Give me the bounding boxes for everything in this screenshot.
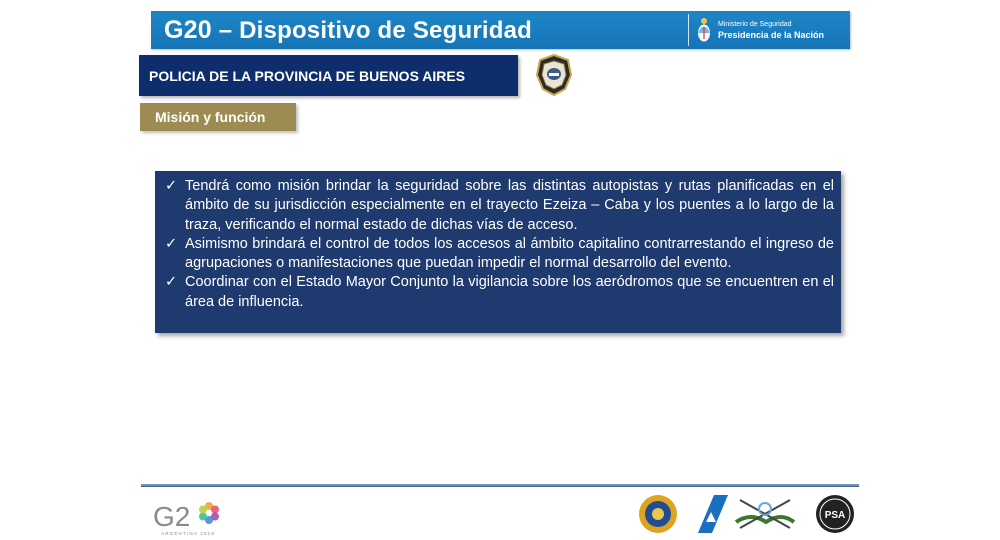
list-item <box>165 235 834 274</box>
security-forces-logos <box>636 492 856 536</box>
mission-content-box <box>155 171 841 333</box>
check-icon: ✓ <box>165 235 178 252</box>
g20-logo-caption: ARGENTINA 2018 <box>161 531 216 536</box>
page-title <box>164 16 532 45</box>
bullet-text: Coordinar con el Estado Mayor Conjunto la vigilancia sobre los aeródromos que se encuentren en el área de influencia. <box>185 274 834 310</box>
ministry-name: Ministerio de Seguridad <box>718 21 792 28</box>
mission-list <box>155 171 841 312</box>
prefectura-emblem-icon <box>698 495 728 533</box>
bullet-text: Tendrá como misión brindar la seguridad sobre las distintas autopistas y rutas planificadas en el ámbito de su jurisdicción especialmente en el trayecto Ezeiza – Caba y los puentes a lo largo de la traza, verificando el normal estado de dichas vías de acceso. <box>185 178 834 233</box>
police-name: POLICIA DE LA PROVINCIA DE BUENOS AIRES <box>149 68 466 84</box>
list-item <box>165 273 834 312</box>
section-tag-mision <box>140 103 296 131</box>
bullet-text: Asimismo brindará el control de todos los accesos al ámbito capitalino contrarrestando el ingreso de agrupaciones o manifestaciones que puedan impedir el normal desarrollo del evento. <box>185 235 834 272</box>
police-badge-icon <box>535 54 573 96</box>
psa-emblem-icon <box>816 495 854 533</box>
title-bar <box>151 11 850 49</box>
section-label: Misión y función <box>155 109 266 125</box>
title-divider <box>688 14 689 46</box>
footer-divider <box>141 484 859 487</box>
check-icon: ✓ <box>165 274 178 291</box>
g20-argentina-logo <box>153 498 229 538</box>
argentina-shield-icon <box>697 17 711 43</box>
gendarmeria-emblem-icon <box>736 500 794 528</box>
police-name-bar <box>139 55 518 96</box>
g20-logo-text: G2 <box>153 501 191 532</box>
presidency-name: Presidencia de la Nación <box>718 30 825 40</box>
title-subtitle: – Dispositivo de Seguridad <box>211 17 532 44</box>
title-g20: G20 <box>164 16 212 44</box>
federal-police-emblem-icon <box>639 495 677 533</box>
psa-label: PSA <box>824 510 846 521</box>
list-item <box>165 177 834 235</box>
check-icon: ✓ <box>165 178 178 194</box>
g20-flower-icon <box>199 502 219 524</box>
ministry-logo <box>697 17 824 43</box>
